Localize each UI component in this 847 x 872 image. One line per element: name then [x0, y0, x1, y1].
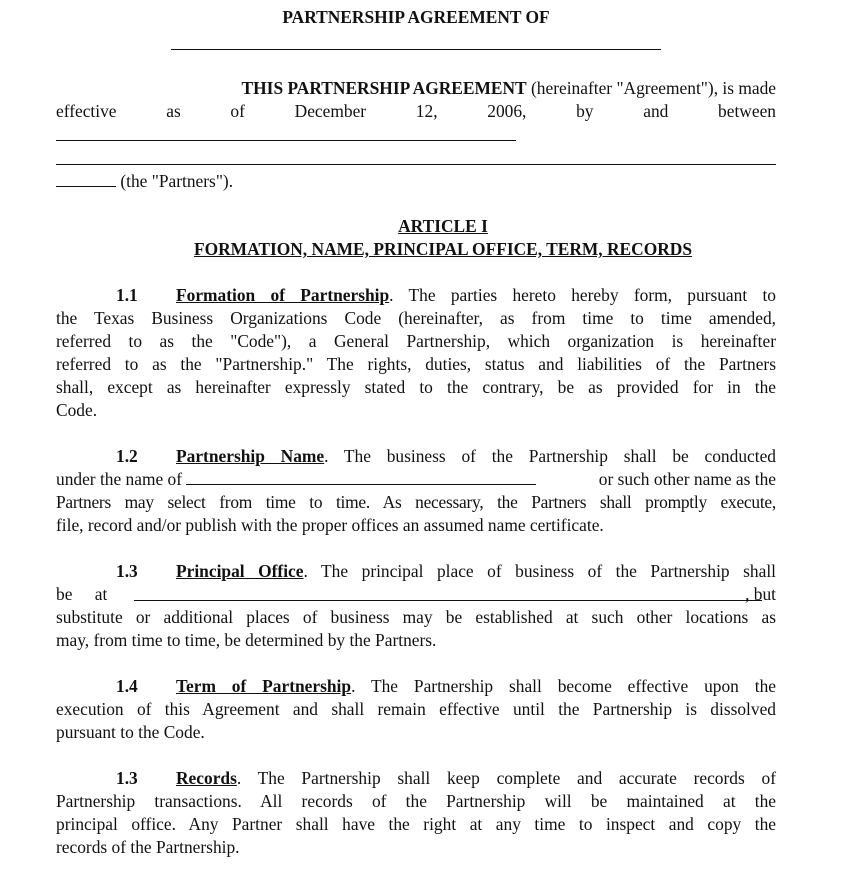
section-title: Term of Partnership — [176, 676, 352, 696]
section-text: be at — [56, 584, 108, 604]
section-text: . The parties hereto hereby form, pursuant to — [389, 285, 776, 305]
section-1-4-line-3: pursuant to the Code. — [56, 722, 205, 742]
section-records-line-1 — [56, 767, 776, 790]
section-text: . The business of the Partnership shall be conducted — [324, 446, 776, 466]
section-1-2-line-1 — [56, 445, 776, 468]
section-title: Partnership Name — [176, 446, 325, 466]
section-number: 1.3 — [116, 561, 138, 581]
section-text: . The Partnership shall keep complete and accurate records of — [236, 768, 776, 788]
section-1-1-line-4: referred to as the "Partnership." The rights, duties, status and liabilities of the Partners — [56, 354, 776, 374]
section-number: 1.2 — [116, 446, 138, 466]
section-1-3-line-3: substitute or additional places of business may be established at such other locations as — [56, 607, 776, 627]
section-1-1-line-5: shall, except as hereinafter expressly stated to the contrary, be as provided for in the — [56, 377, 776, 397]
section-records-line-2: Partnership transactions. All records of the Partnership will be maintained at the — [56, 791, 776, 811]
partner-blank-line-2 — [56, 164, 776, 165]
section-1-2-line-2 — [56, 468, 776, 491]
section-number: 1.4 — [116, 676, 138, 696]
section-text: . The Partnership shall become effective upon the — [351, 676, 776, 696]
section-1-1-line-6: Code. — [56, 400, 98, 420]
section-1-3-line-1 — [56, 560, 776, 583]
article-number: ARTICLE I — [398, 216, 488, 236]
section-1-1-line-2: the Texas Business Organizations Code (hereinafter, as from time to time amended, — [56, 308, 776, 328]
section-title: Formation of Partnership — [176, 285, 390, 305]
partner-blank-short — [56, 186, 116, 187]
section-number: 1.3 — [116, 768, 138, 788]
intro-line-1 — [56, 77, 776, 100]
agreement-label: THIS PARTNERSHIP AGREEMENT — [241, 78, 527, 98]
article-heading: FORMATION, NAME, PRINCIPAL OFFICE, TERM, RECORDS — [193, 239, 693, 259]
intro-line-2: effective as of December 12, 2006, by and between — [56, 101, 776, 121]
principal-office-blank — [134, 600, 762, 601]
section-text: . The principal place of business of the Partnership shall — [303, 561, 776, 581]
section-records-line-3: principal office. Any Partner shall have the right at any time to inspect and copy the — [56, 814, 776, 834]
section-1-1-line-3: referred to as the "Code"), a General Partnership, which organization is hereinafter — [56, 331, 776, 351]
section-1-2-line-3: Partners may select from time to time. As necessary, the Partners shall promptly execute, — [56, 492, 776, 512]
section-1-3-line-2 — [56, 583, 776, 606]
section-title: Principal Office — [176, 561, 304, 581]
partners-definition: (the "Partners"). — [120, 171, 234, 191]
section-1-4-line-2: execution of this Agreement and shall remain effective until the Partnership is dissolved — [56, 699, 776, 719]
section-text: , but — [745, 584, 776, 604]
section-1-2-line-4: file, record and/or publish with the proper offices an assumed name certificate. — [56, 515, 604, 535]
section-title: Records — [176, 768, 237, 788]
section-1-1-line-1 — [56, 284, 776, 307]
intro-line-1-rest: (hereinafter "Agreement"), is made — [526, 78, 776, 98]
title-blank-line — [171, 49, 661, 50]
section-1-3-line-4: may, from time to time, be determined by the Partners. — [56, 630, 437, 650]
partner-blank-line-1 — [56, 140, 516, 141]
document-title: PARTNERSHIP AGREEMENT OF — [282, 7, 550, 27]
section-text: under the name of — [56, 469, 183, 489]
section-records-line-4: records of the Partnership. — [56, 837, 240, 857]
section-text: or such other name as the — [598, 469, 776, 489]
intro-line-5 — [56, 170, 776, 193]
section-1-4-line-1 — [56, 675, 776, 698]
partnership-name-blank — [186, 484, 536, 485]
section-number: 1.1 — [116, 285, 138, 305]
